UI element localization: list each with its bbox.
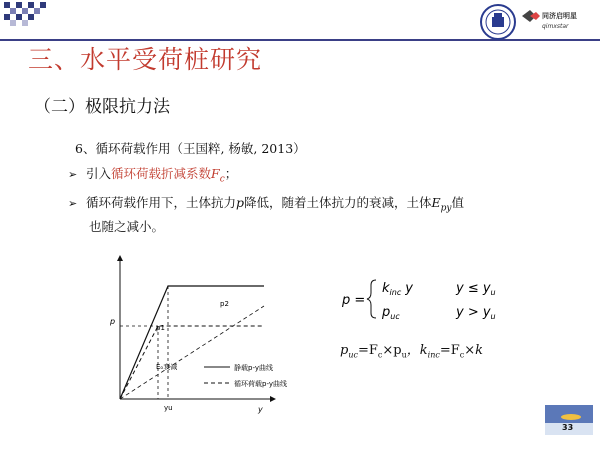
- legend-cyclic-label: 循环荷载p-y曲线: [234, 380, 287, 388]
- y-axis-label: p: [110, 317, 116, 326]
- case1-k: k: [382, 281, 390, 296]
- eo-decay-label: Eₒ衰减: [156, 363, 178, 371]
- p2-label: p2: [220, 300, 229, 308]
- formula-lhs: p =: [342, 293, 366, 308]
- legend-static-label: 静载p-y曲线: [234, 364, 273, 372]
- university-seal-logo: [481, 5, 515, 39]
- case2-condition: y > y: [456, 305, 491, 320]
- p-y-curve-figure: [108, 254, 287, 416]
- x-axis-label: y: [258, 405, 263, 414]
- svg-text:y ≤ yu: [455, 281, 496, 297]
- svg-text:同济启明星: 同济启明星: [542, 12, 577, 20]
- bullet-reduction-factor: ➢ 引入循环荷载折减系数$F_c$；: [68, 166, 238, 185]
- case2-condition-sub: u: [490, 312, 496, 321]
- slide-title: 三、水平受荷桩研究: [28, 45, 263, 74]
- section-subtitle: （二）极限抗力法: [34, 97, 170, 117]
- svg-text:qimxstar: qimxstar: [542, 23, 569, 30]
- case1-condition-sub: u: [490, 288, 496, 297]
- svg-text:kincy: [382, 281, 413, 297]
- arrow-bullet-icon: ➢: [68, 168, 78, 181]
- institution-logos: [478, 2, 598, 42]
- case1-k-sub: inc: [389, 288, 402, 297]
- page-number: 33: [562, 423, 574, 432]
- bullet-cyclic-effect: ➢ 循环荷载作用下，土体抗力p降低，随着土体抗力的衰减，土体$E_{py}$值: [68, 195, 465, 214]
- brace: [367, 280, 376, 318]
- item-heading: 6、循环荷载作用（王国粹, 杨敏, 2013）: [75, 141, 306, 156]
- svg-text:puc: [381, 305, 400, 321]
- arrow-bullet-icon: ➢: [68, 197, 78, 210]
- cyclic-curve: [120, 326, 264, 399]
- p1-label: p1: [156, 324, 165, 332]
- case2-p: p: [382, 305, 391, 320]
- checker-decoration: [0, 0, 52, 30]
- case1-condition: y ≤ y: [456, 281, 491, 296]
- piecewise-formula: [340, 276, 540, 324]
- bullet-cyclic-effect-continued: 也随之减小。: [89, 219, 165, 234]
- reduction-formula: $p_{uc}=F_c\times p_u$，$k_{inc}=F_c\times k$: [340, 343, 484, 360]
- svg-text:y > yu: [455, 305, 496, 321]
- case2-p-sub: uc: [390, 312, 400, 321]
- case1-y: y: [405, 281, 413, 296]
- company-logo: [522, 10, 577, 30]
- yu-tick-label: yu: [164, 404, 173, 412]
